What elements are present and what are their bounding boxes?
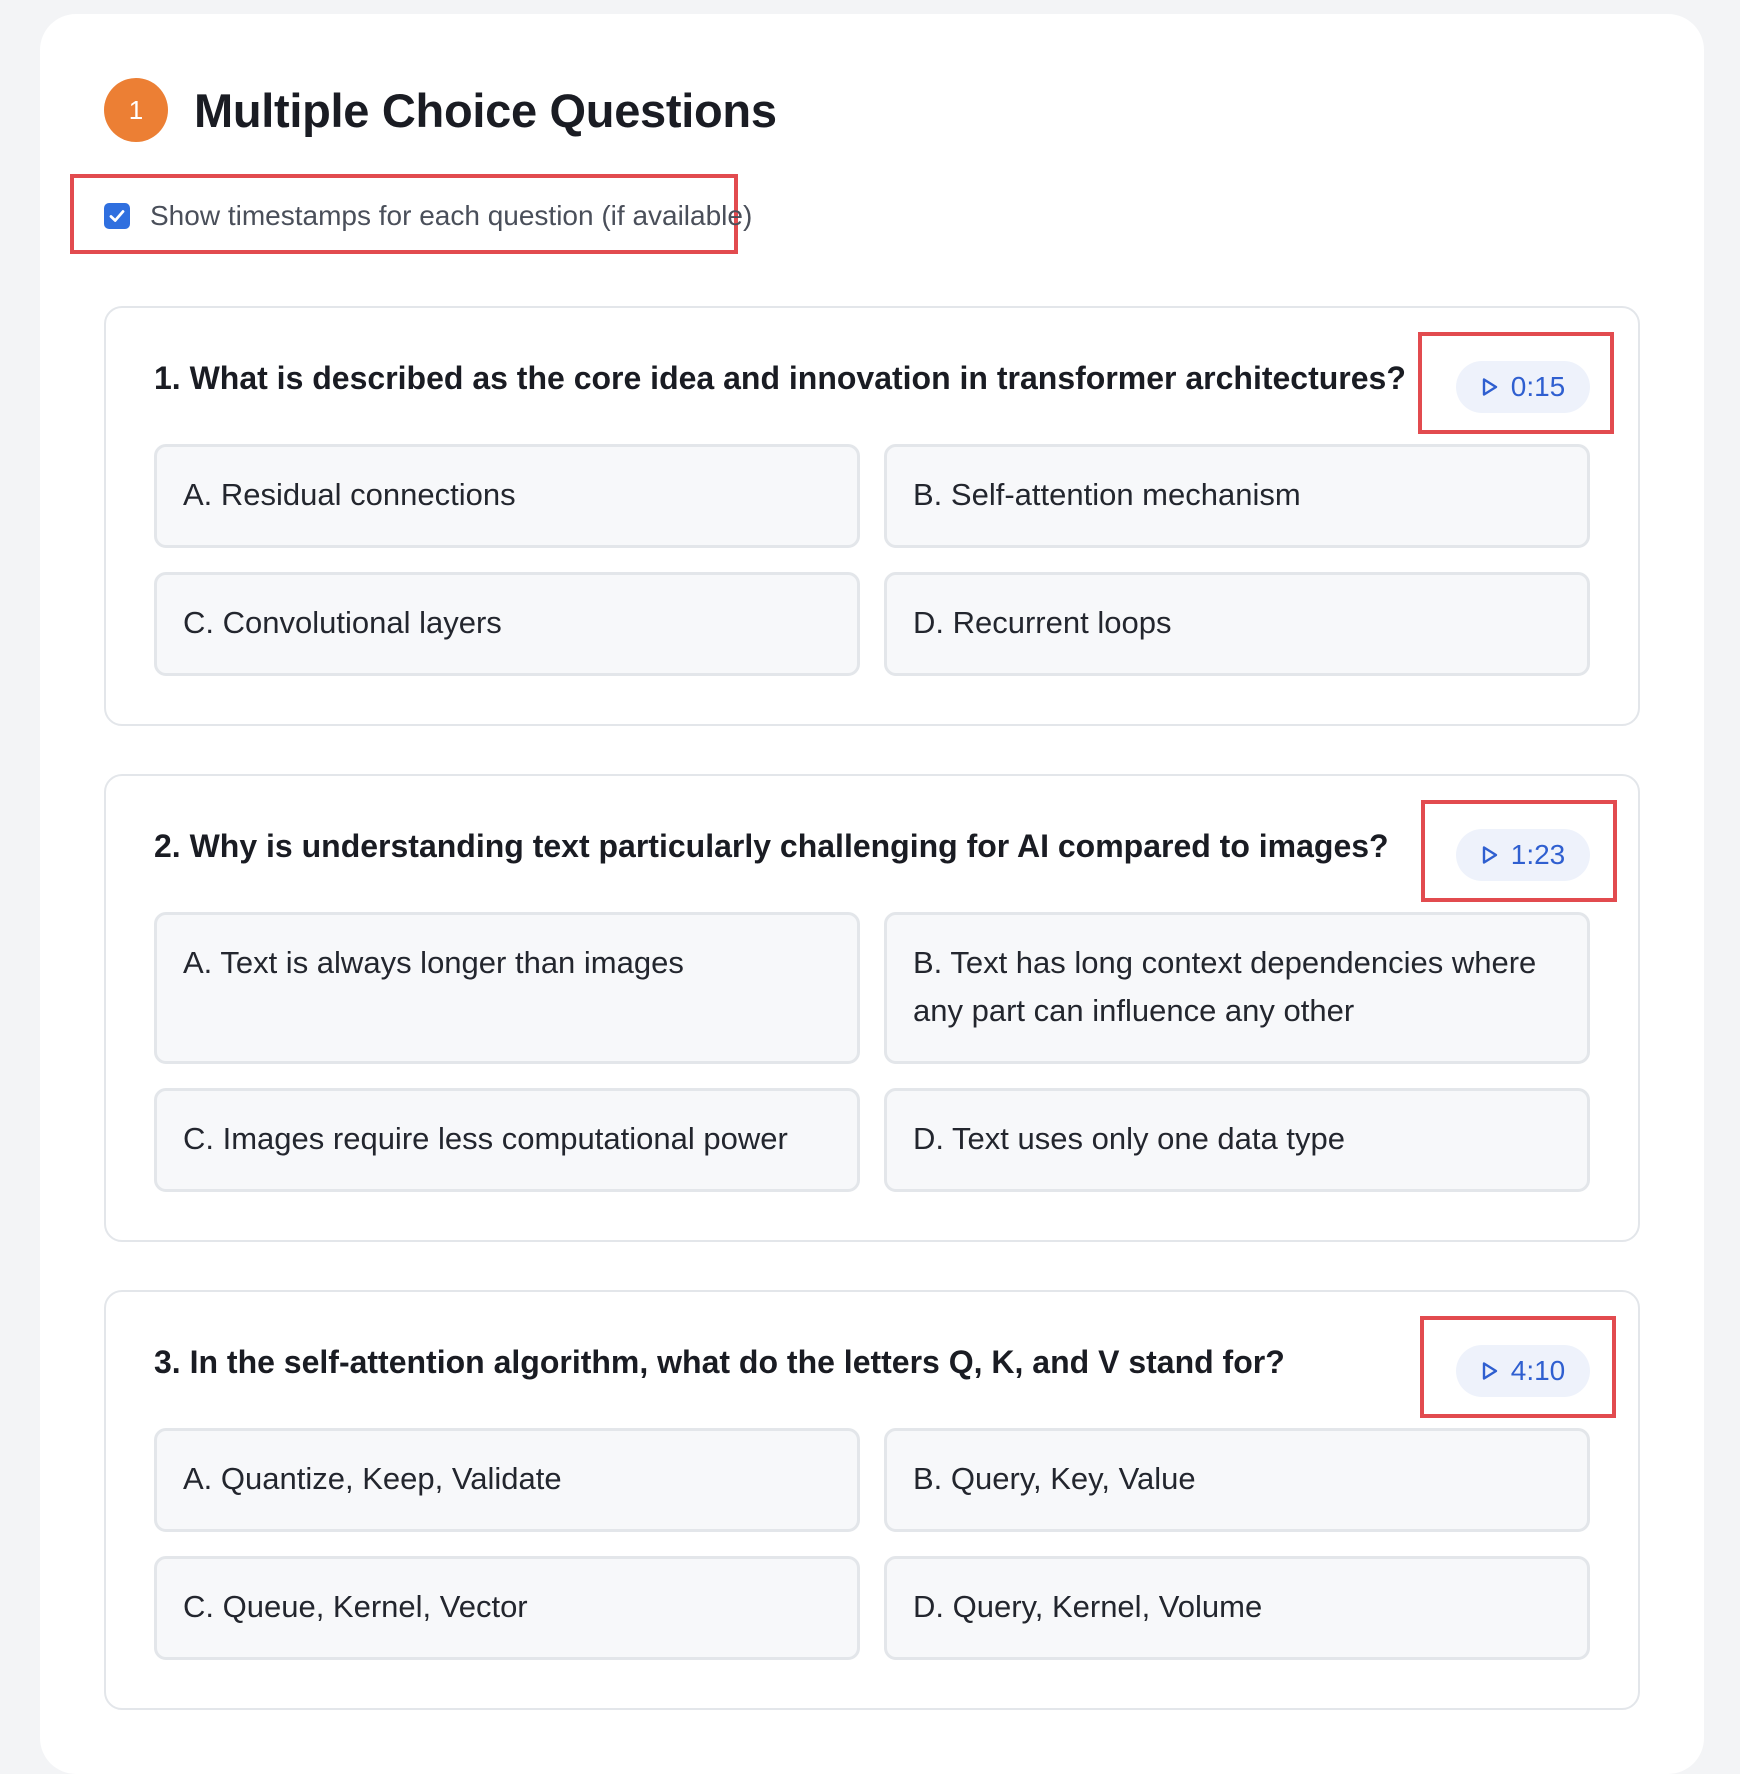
question-card-2 (104, 774, 1640, 1242)
timestamp-checkbox[interactable] (104, 203, 130, 229)
step-number-badge: 1 (104, 78, 168, 142)
timestamp-label: 1:23 (1510, 839, 1566, 870)
option-a[interactable]: A. Quantize, Keep, Validate (154, 1428, 860, 1532)
question-text: 1. What is described as the core idea and innovation in transformer architectures? (154, 360, 1406, 396)
timestamp-label: 0:15 (1510, 371, 1566, 402)
timestamp-highlight-1 (1418, 332, 1614, 434)
option-b[interactable]: B. Text has long context dependencies where any part can influence any other (884, 912, 1590, 1064)
timestamp-highlight-3 (1420, 1316, 1616, 1418)
option-c[interactable]: C. Queue, Kernel, Vector (154, 1556, 860, 1660)
question-text: 3. In the self-attention algorithm, what do the letters Q, K, and V stand for? (154, 1344, 1285, 1380)
option-a[interactable]: A. Residual connections (154, 444, 860, 548)
timestamp-toggle-label: Show timestamps for each question (if available) (150, 200, 753, 231)
option-b[interactable]: B. Query, Key, Value (884, 1428, 1590, 1532)
section-header (104, 78, 777, 142)
question-card-3 (104, 1290, 1640, 1710)
option-c[interactable]: C. Images require less computational power (154, 1088, 860, 1192)
checkmark-icon (108, 207, 126, 225)
question-text: 2. Why is understanding text particularly challenging for AI compared to images? (154, 828, 1389, 864)
question-card-1 (104, 306, 1640, 726)
timestamp-label: 4:10 (1510, 1355, 1566, 1386)
option-a[interactable]: A. Text is always longer than images (154, 912, 860, 1064)
timestamp-toggle[interactable] (104, 200, 752, 232)
quiz-card (40, 14, 1704, 1774)
timestamp-highlight-2 (1421, 800, 1617, 902)
option-c[interactable]: C. Convolutional layers (154, 572, 860, 676)
option-b[interactable]: B. Self-attention mechanism (884, 444, 1590, 548)
option-d[interactable]: D. Query, Kernel, Volume (884, 1556, 1590, 1660)
option-d[interactable]: D. Text uses only one data type (884, 1088, 1590, 1192)
page-title: Multiple Choice Questions (194, 83, 777, 137)
option-d[interactable]: D. Recurrent loops (884, 572, 1590, 676)
